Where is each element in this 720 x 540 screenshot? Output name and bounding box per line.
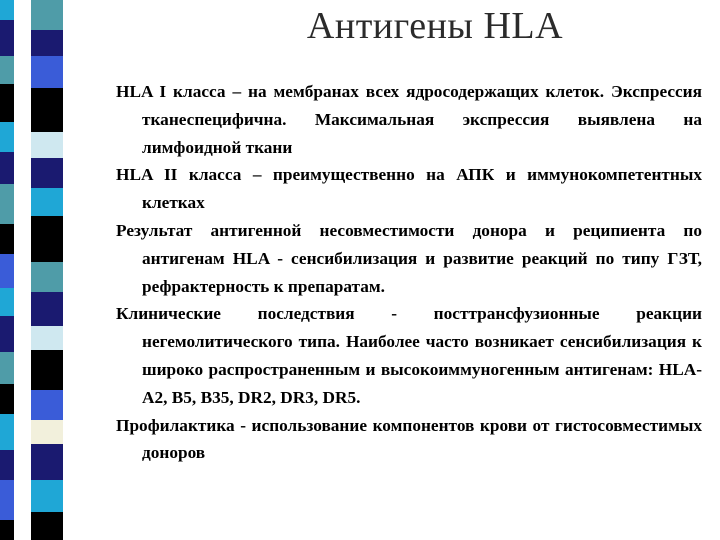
paragraph-hla-class-2: HLA II класса – преимущественно на АПК и иммунокомпетентных клетках	[116, 165, 702, 213]
stripe-column-right	[31, 0, 63, 540]
stripe-column-left	[0, 0, 14, 540]
slide-title: Антигены HLA	[306, 5, 564, 47]
paragraph-prevention: Профилактика - использование компонентов крови от гистосовместимых доноров	[116, 415, 702, 463]
paragraph-incompatibility-result: Результат антигенной несовместимости донора и реципиента по антигенам HLA - сенсибилизация и развитие реакций по типу ГЗТ, рефрактерность к препаратам.	[116, 220, 702, 296]
paragraph-clinical-consequences: Клинические последствия - посттрансфузионные реакции негемолитического типа. Наиболее часто возникает сенсибилизация к широко распространенным и высокоиммуногенным антигенам: HLA-A2, B5, B35, DR2, DR3, DR5.	[116, 304, 702, 407]
decorative-stripe-strip	[0, 0, 98, 540]
paragraph-hla-class-1: HLA I класса – на мембранах всех ядросодержащих клеток. Экспрессия тканеспецифична. Максимальная экспрессия выявлена на лимфоидной ткани	[116, 82, 702, 157]
slide-body	[116, 78, 702, 467]
